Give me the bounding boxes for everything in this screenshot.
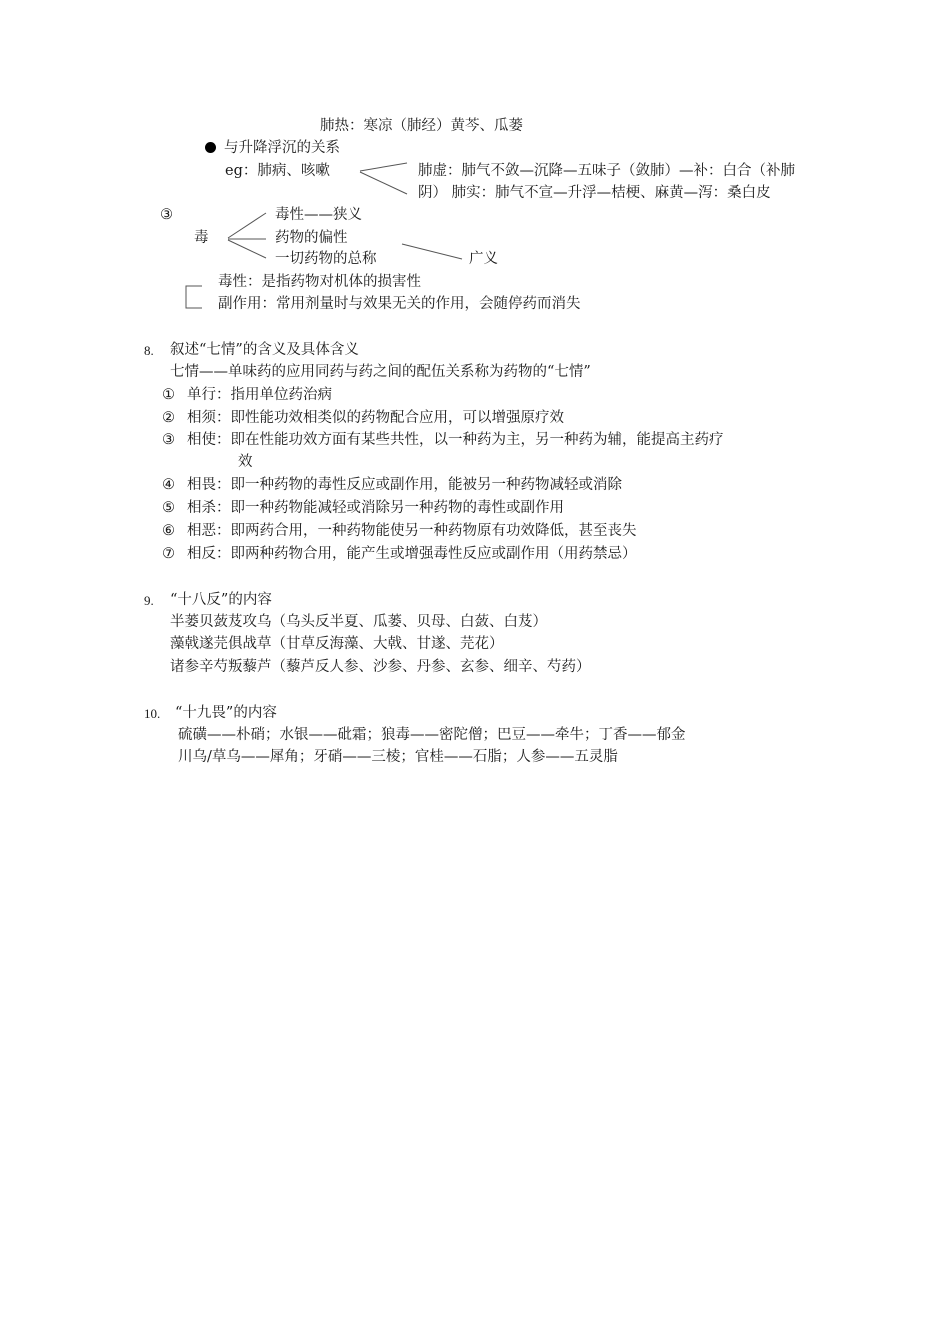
lung-excess-line: 阴） 肺实：肺气不宣—升浮—桔梗、麻黄—泻：桑白皮 [418, 185, 771, 201]
q8-item-text: 相须：即性能功效相类似的药物配合应用，可以增强原疗效 [187, 410, 564, 426]
toxic-branch-lower [228, 240, 266, 258]
q8-item-text-continued: 效 [238, 454, 253, 470]
toxic-label: 毒 [194, 230, 209, 246]
q8-item-mark: ⑦ [162, 546, 175, 562]
bullet-icon [205, 142, 216, 153]
toxic-branch-upper [228, 213, 266, 238]
toxic-general: 一切药物的总称 [275, 251, 377, 267]
q10-title: “十九畏”的内容 [175, 705, 277, 721]
q10-number: 10. [144, 706, 161, 721]
q8-item-mark: ① [162, 387, 175, 403]
q9-title: “十八反”的内容 [170, 592, 272, 608]
definition-bracket [186, 286, 202, 308]
eg-connector-upper [360, 163, 407, 171]
side-effect-definition: 副作用：常用剂量时与效果无关的作用，会随停药而消失 [218, 296, 581, 312]
q9-line: 半蒌贝蔹芨攻乌（乌头反半夏、瓜蒌、贝母、白蔹、白芨） [170, 614, 547, 630]
q8-item-mark: ② [162, 410, 175, 426]
broad-connector [402, 244, 462, 259]
q10-line: 川乌/草乌——犀角；牙硝——三棱；官桂——石脂；人参——五灵脂 [178, 749, 618, 765]
q10-line: 硫磺——朴硝；水银——砒霜；狼毒——密陀僧；巴豆——牵牛；丁香——郁金 [178, 727, 686, 743]
q8-item-mark: ④ [162, 477, 175, 493]
q8-intro: 七情——单味药的应用同药与药之间的配伍关系称为药物的“七情” [170, 364, 591, 380]
q8-item-text: 相畏：即一种药物的毒性反应或副作用，能被另一种药物减轻或消除 [187, 477, 622, 493]
toxicity-definition: 毒性：是指药物对机体的损害性 [218, 274, 421, 290]
q9-number: 9. [144, 593, 154, 608]
toxic-bias: 药物的偏性 [275, 230, 348, 246]
toxic-narrow: 毒性——狭义 [275, 207, 362, 223]
eg-connector-lower [360, 172, 407, 194]
q8-item-text: 相使：即在性能功效方面有某些共性，以一种药为主，另一种药为辅，能提高主药疗 [187, 432, 724, 448]
lung-deficiency-line: 肺虚：肺气不敛—沉降—五味子（敛肺）—补：白合（补肺 [418, 163, 795, 179]
toxic-broad: 广义 [469, 251, 498, 267]
lung-heat-line: 肺热：寒凉（肺经）黄芩、瓜蒌 [320, 118, 523, 134]
bullet-heading [205, 138, 340, 158]
q8-title: 叙述“七情”的含义及具体含义 [170, 342, 359, 358]
q8-item-mark: ⑤ [162, 500, 175, 516]
eg-line: eg：肺病、咳嗽 [225, 163, 330, 179]
q8-item-mark: ③ [162, 432, 175, 448]
q8-number: 8. [144, 343, 154, 358]
circled-number: ③ [160, 207, 173, 223]
q9-line: 藻戟遂芫俱战草（甘草反海藻、大戟、甘遂、芫花） [170, 636, 504, 652]
q8-item-text: 相杀：即一种药物能减轻或消除另一种药物的毒性或副作用 [187, 500, 564, 516]
q8-item-mark: ⑥ [162, 523, 175, 539]
q8-item-text: 相反：即两种药物合用，能产生或增强毒性反应或副作用（用药禁忌） [187, 546, 637, 562]
q9-line: 诸参辛芍叛藜芦（藜芦反人参、沙参、丹参、玄参、细辛、芍药） [170, 659, 591, 675]
q8-item-text: 相恶：即两药合用，一种药物能使另一种药物原有功效降低，甚至丧失 [187, 523, 637, 539]
q8-item-text: 单行：指用单位药治病 [187, 387, 332, 403]
bullet-heading-text: 与升降浮沉的关系 [224, 140, 340, 156]
